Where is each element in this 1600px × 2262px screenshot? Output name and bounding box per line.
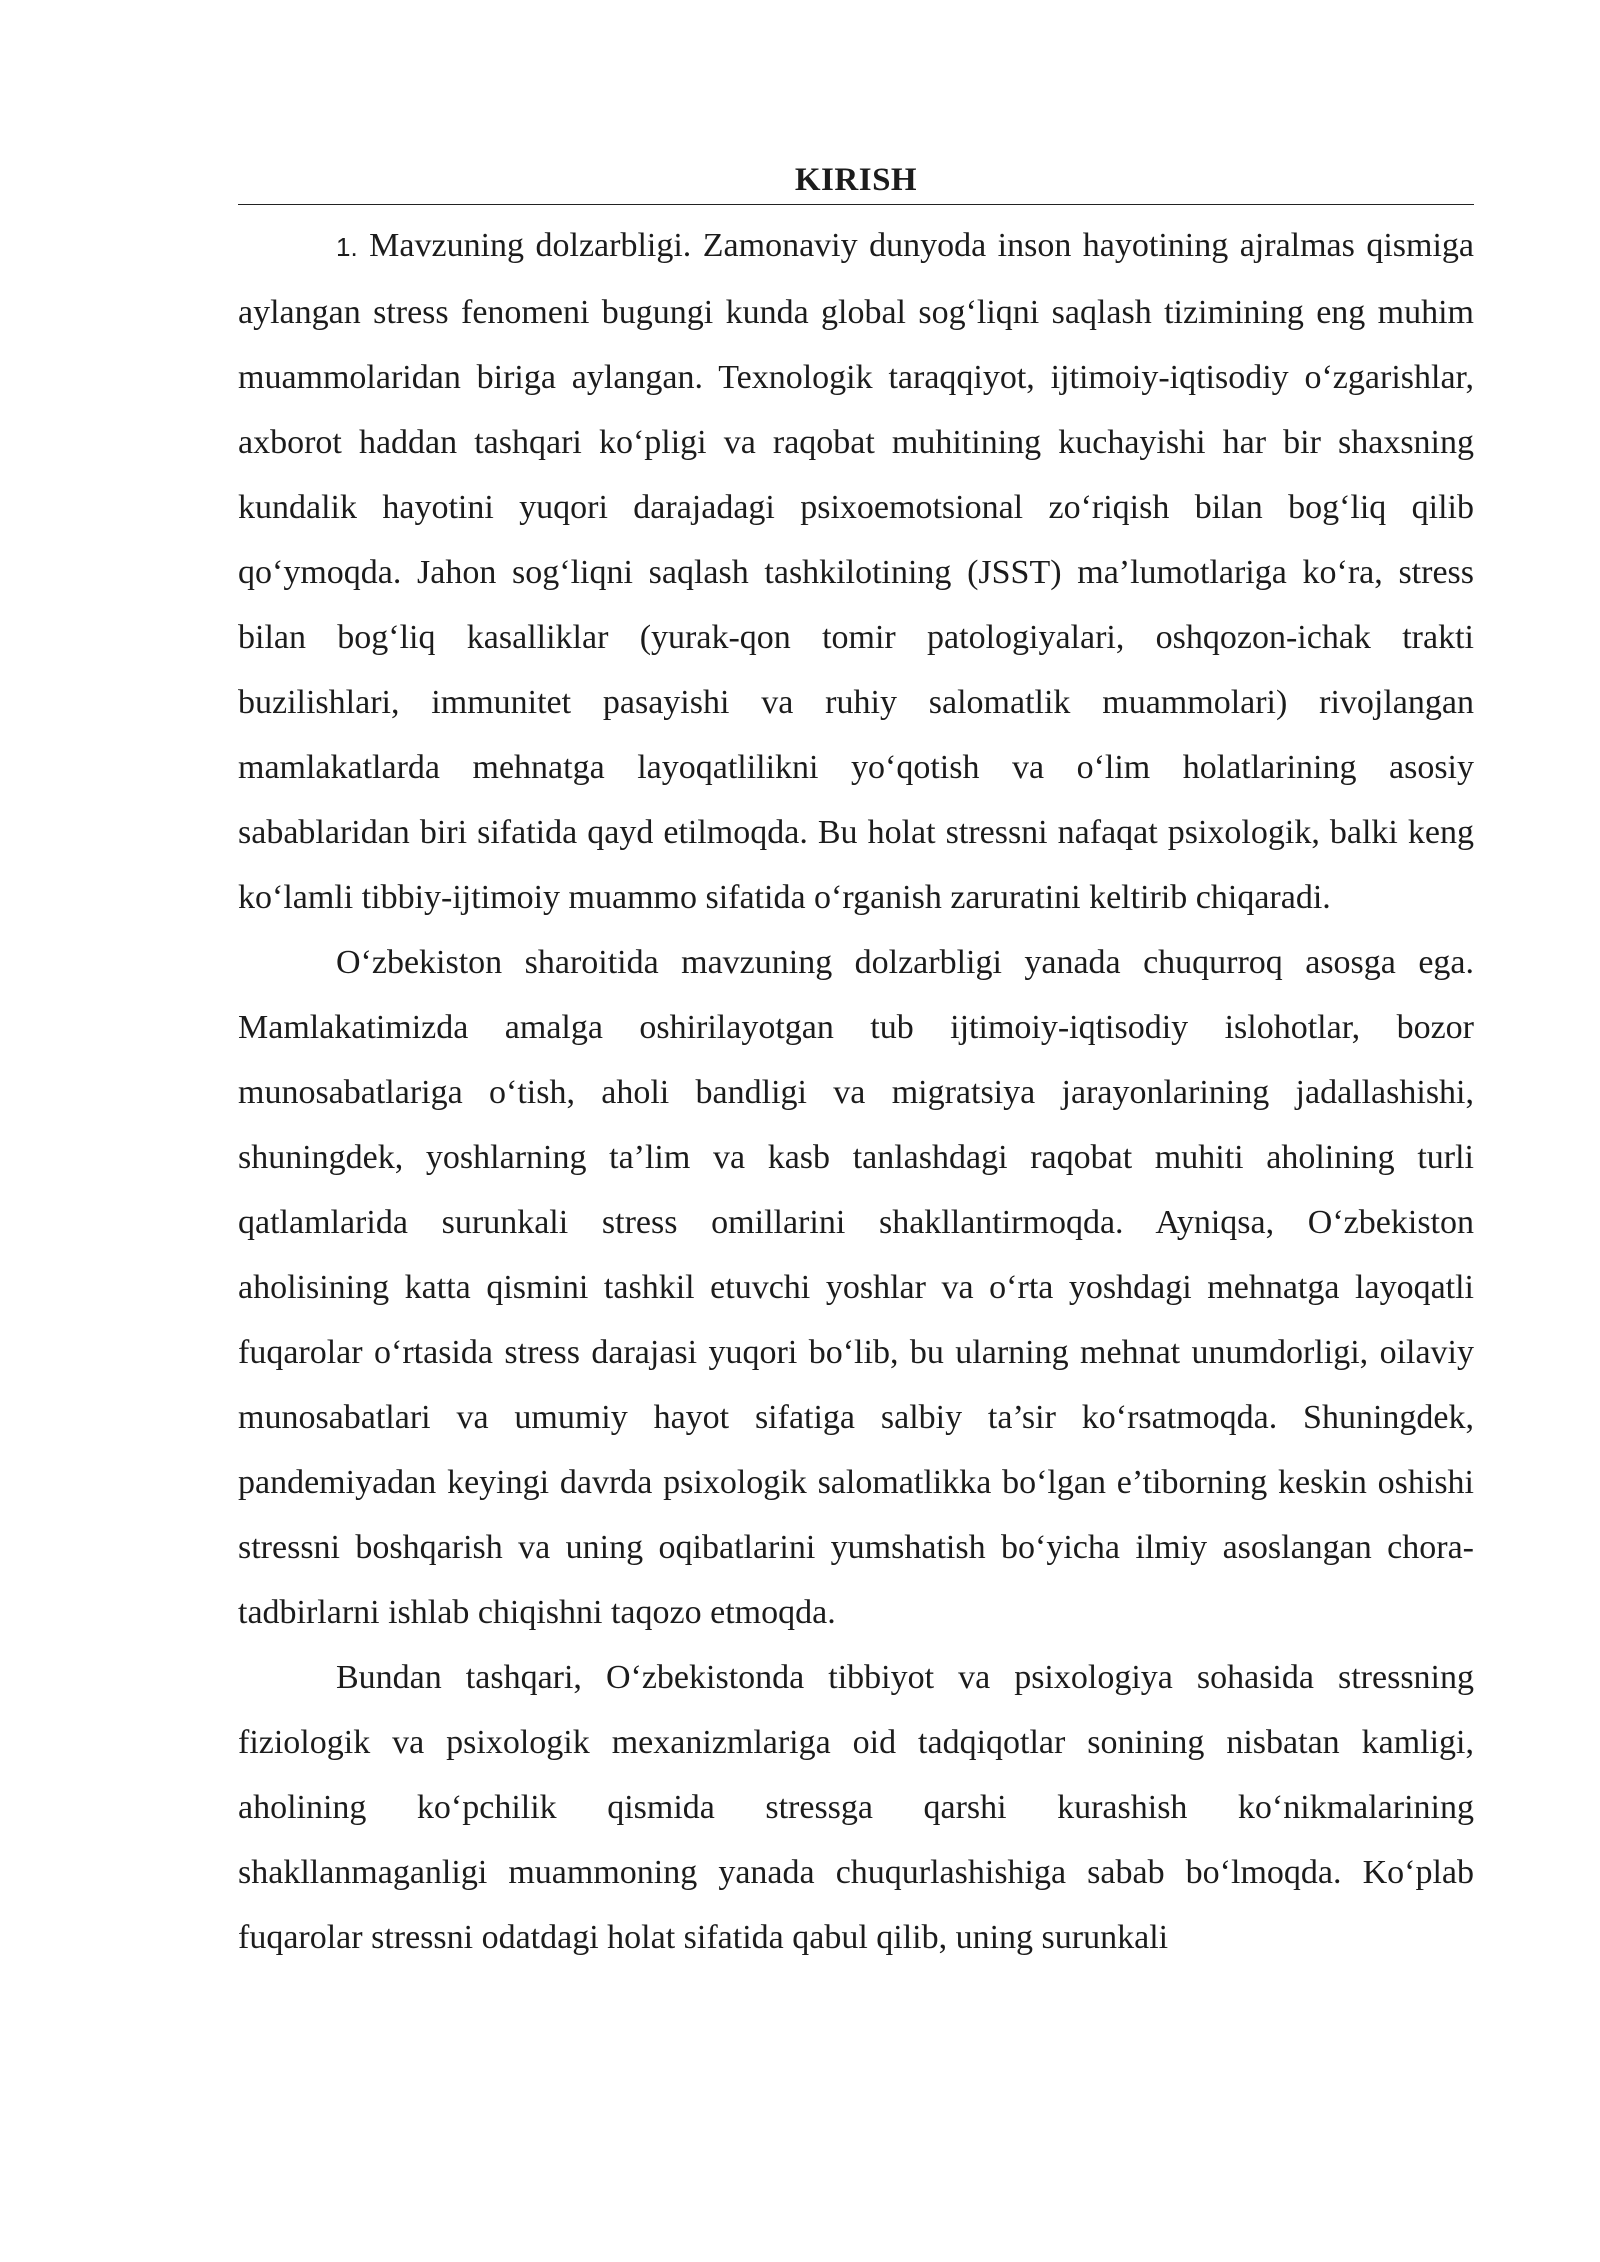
- list-number: 1.: [336, 232, 358, 262]
- paragraph-3: Bundan tashqari, O‘zbekistonda tibbiyot va psixologiya sohasida stressning fiziologik va psixologik mexanizmlariga oid tadqiqotlar sonining nisbatan kamligi, aholining ko‘pchilik qismida stressga qarshi kurashish ko‘nikmalarining shakllanmaganligi muammoning yanada chuqurlashishiga sabab bo‘lmoqda. Ko‘plab fuqarolar stressni odatdagi holat sifatida qabul qilib, uning surunkali: [238, 1659, 1474, 1956]
- paragraph-2: O‘zbekiston sharoitida mavzuning dolzarbligi yanada chuqurroq asosga ega. Mamlakatimizda amalga oshirilayotgan tub ijtimoiy-iqtisodiy islohotlar, bozor munosabatlariga o‘tish, aholi bandligi va migratsiya jarayonlarining jadallashishi, shuningdek, yoshlarning ta’lim va kasb tanlashdagi raqobat muhiti aholining turli qatlamlarida surunkali stress omillarini shakllantirmoqda. Ayniqsa, O‘zbekiston aholisining katta qismini tashkil etuvchi yoshlar va o‘rta yoshdagi mehnatga layoqatli fuqarolar o‘rtasida stress darajasi yuqori bo‘lib, bu ularning mehnat unumdorligi, oilaviy munosabatlari va umumiy hayot sifatiga salbiy ta’sir ko‘rsatmoqda. Shuningdek, pandemiyadan keyingi davrda psixologik salomatlikka bo‘lgan e’tiborning keskin oshishi stressni boshqarish va uning oqibatlarini yumshatish bo‘yicha ilmiy asoslangan chora-tadbirlarni ishlab chiqishni taqozo etmoqda.: [238, 944, 1474, 1631]
- paragraph-1-text: Mavzuning dolzarbligi. Zamonaviy dunyoda inson hayotining ajralmas qismiga aylangan stress fenomeni bugungi kunda global sog‘liqni saqlash tizimining eng muhim muammolaridan biriga aylangan. Texnologik taraqqiyot, ijtimoiy-iqtisodiy o‘zgarishlar, axborot haddan tashqari ko‘pligi va raqobat muhitining kuchayishi har bir shaxsning kundalik hayotini yuqori darajadagi psixoemotsional zo‘riqish bilan bog‘liq qilib qo‘ymoqda. Jahon sog‘liqni saqlash tashkilotining (JSST) ma’lumotlariga ko‘ra, stress bilan bog‘liq kasalliklar (yurak-qon tomir patologiyalari, oshqozon-ichak trakti buzilishlari, immunitet pasayishi va ruhiy salomatlik muammolari) rivojlangan mamlakatlarda mehnatga layoqatlilikni yo‘qotish va o‘lim holatlarining asosiy sabablaridan biri sifatida qayd etilmoqda. Bu holat stressni nafaqat psixologik, balki keng ko‘lamli tibbiy-ijtimoiy muammo sifatida o‘rganish zaruratini keltirib chiqaradi.: [238, 227, 1475, 916]
- page-content: [238, 160, 1474, 1970]
- paragraph-1: [238, 213, 1474, 930]
- section-heading: KIRISH: [238, 160, 1474, 205]
